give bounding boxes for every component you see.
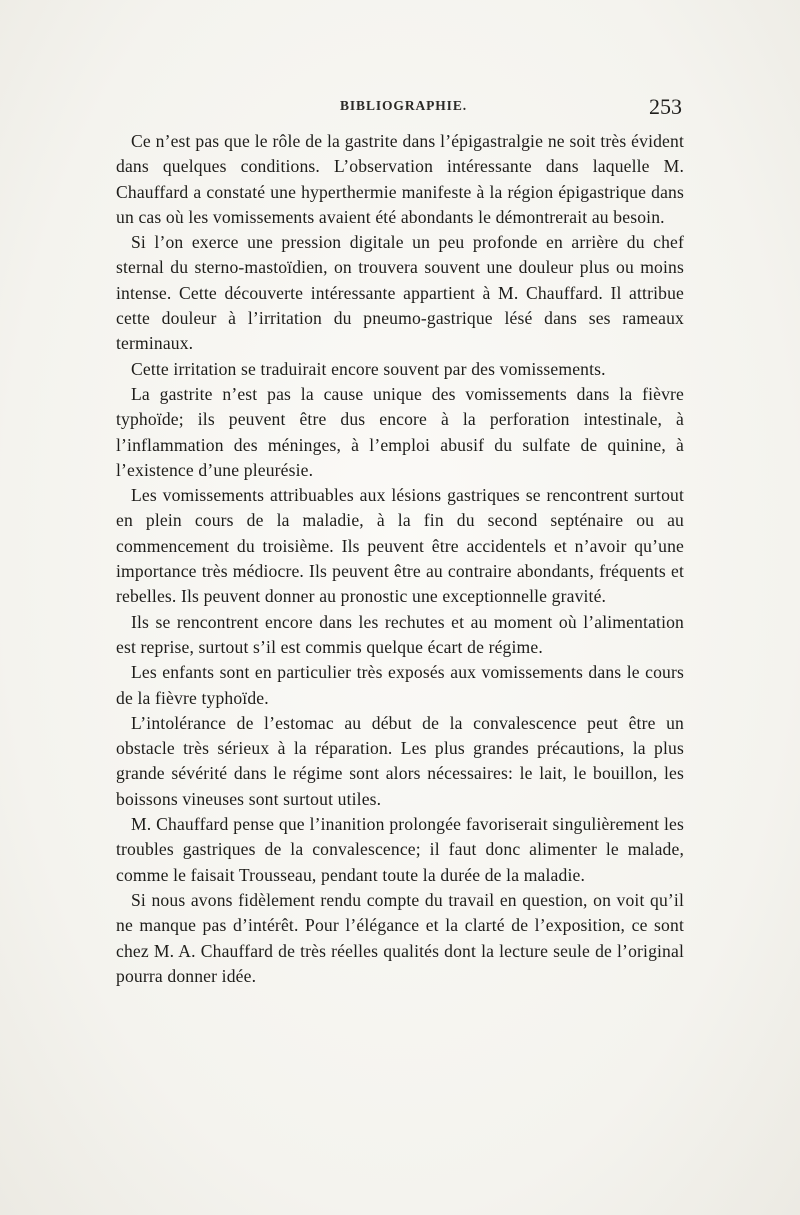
paragraph: Ils se rencontrent encore dans les rechutes et au moment où l’alimentation est reprise, surtout s’il est commis quelque écart de régime.: [116, 611, 684, 657]
paragraph: M. Chauffard pense que l’inanition prolongée favoriserait singulièrement les troubles gastriques de la convalescence; il faut donc alimenter le malade, comme le faisait Trousseau, pendant toute la durée de la maladie.: [116, 814, 684, 885]
running-title: BIBLIOGRAPHIE.: [340, 98, 468, 113]
page-header: [116, 94, 684, 124]
paragraph: Les enfants sont en particulier très exposés aux vomissements dans le cours de la fièvre typhoïde.: [116, 662, 684, 708]
paragraph: Si l’on exerce une pression digitale un peu profonde en arrière du chef sternal du sterno-mastoïdien, on trouvera souvent une douleur plus ou moins intense. Cette découverte intéressante appartient à M. Chauffard. Il attribue cette douleur à l’irritation du pneumo-gastrique lésé dans ses rameaux terminaux.: [116, 232, 684, 354]
page-number: 253: [649, 94, 682, 119]
body-text: [116, 129, 684, 989]
paragraph: Ce n’est pas que le rôle de la gastrite dans l’épigastralgie ne soit très évident dans quelques conditions. L’observation intéressante dans laquelle M. Chauffard a constaté une hyperthermie manifeste à la région épigastrique dans un cas où les vomissements avaient été abondants le démontrerait au besoin.: [116, 131, 684, 227]
paragraph: Si nous avons fidèlement rendu compte du travail en question, on voit qu’il ne manque pas d’intérêt. Pour l’élégance et la clarté de l’exposition, ce sont chez M. A. Chauffard de très réelles qualités dont la lecture seule de l’original pourra donner idée.: [116, 889, 684, 986]
paragraph: La gastrite n’est pas la cause unique des vomissements dans la fièvre typhoïde; ils peuvent être dus encore à la perforation intestinale, à l’inflammation des méninges, à l’emploi abusif du sulfate de quinine, à l’existence d’une pleurésie.: [116, 383, 684, 480]
paragraph: L’intolérance de l’estomac au début de la convalescence peut être un obstacle très sérieux à la réparation. Les plus grandes précautions, la plus grande sévérité dans le régime sont alors nécessaires: le lait, le bouillon, les boissons vineuses sont surtout utiles.: [116, 712, 684, 809]
paragraph: Cette irritation se traduirait encore souvent par des vomissements.: [131, 358, 606, 379]
paragraph: Les vomissements attribuables aux lésions gastriques se rencontrent surtout en plein cours de la maladie, à la fin du second septénaire ou au commencement du troisième. Ils peuvent être accidentels et n’avoir qu’une importance très médiocre. Ils peuvent être au contraire abondants, fréquents et rebelles. Ils peuvent donner au pronostic une exceptionnelle gravité.: [116, 485, 684, 607]
